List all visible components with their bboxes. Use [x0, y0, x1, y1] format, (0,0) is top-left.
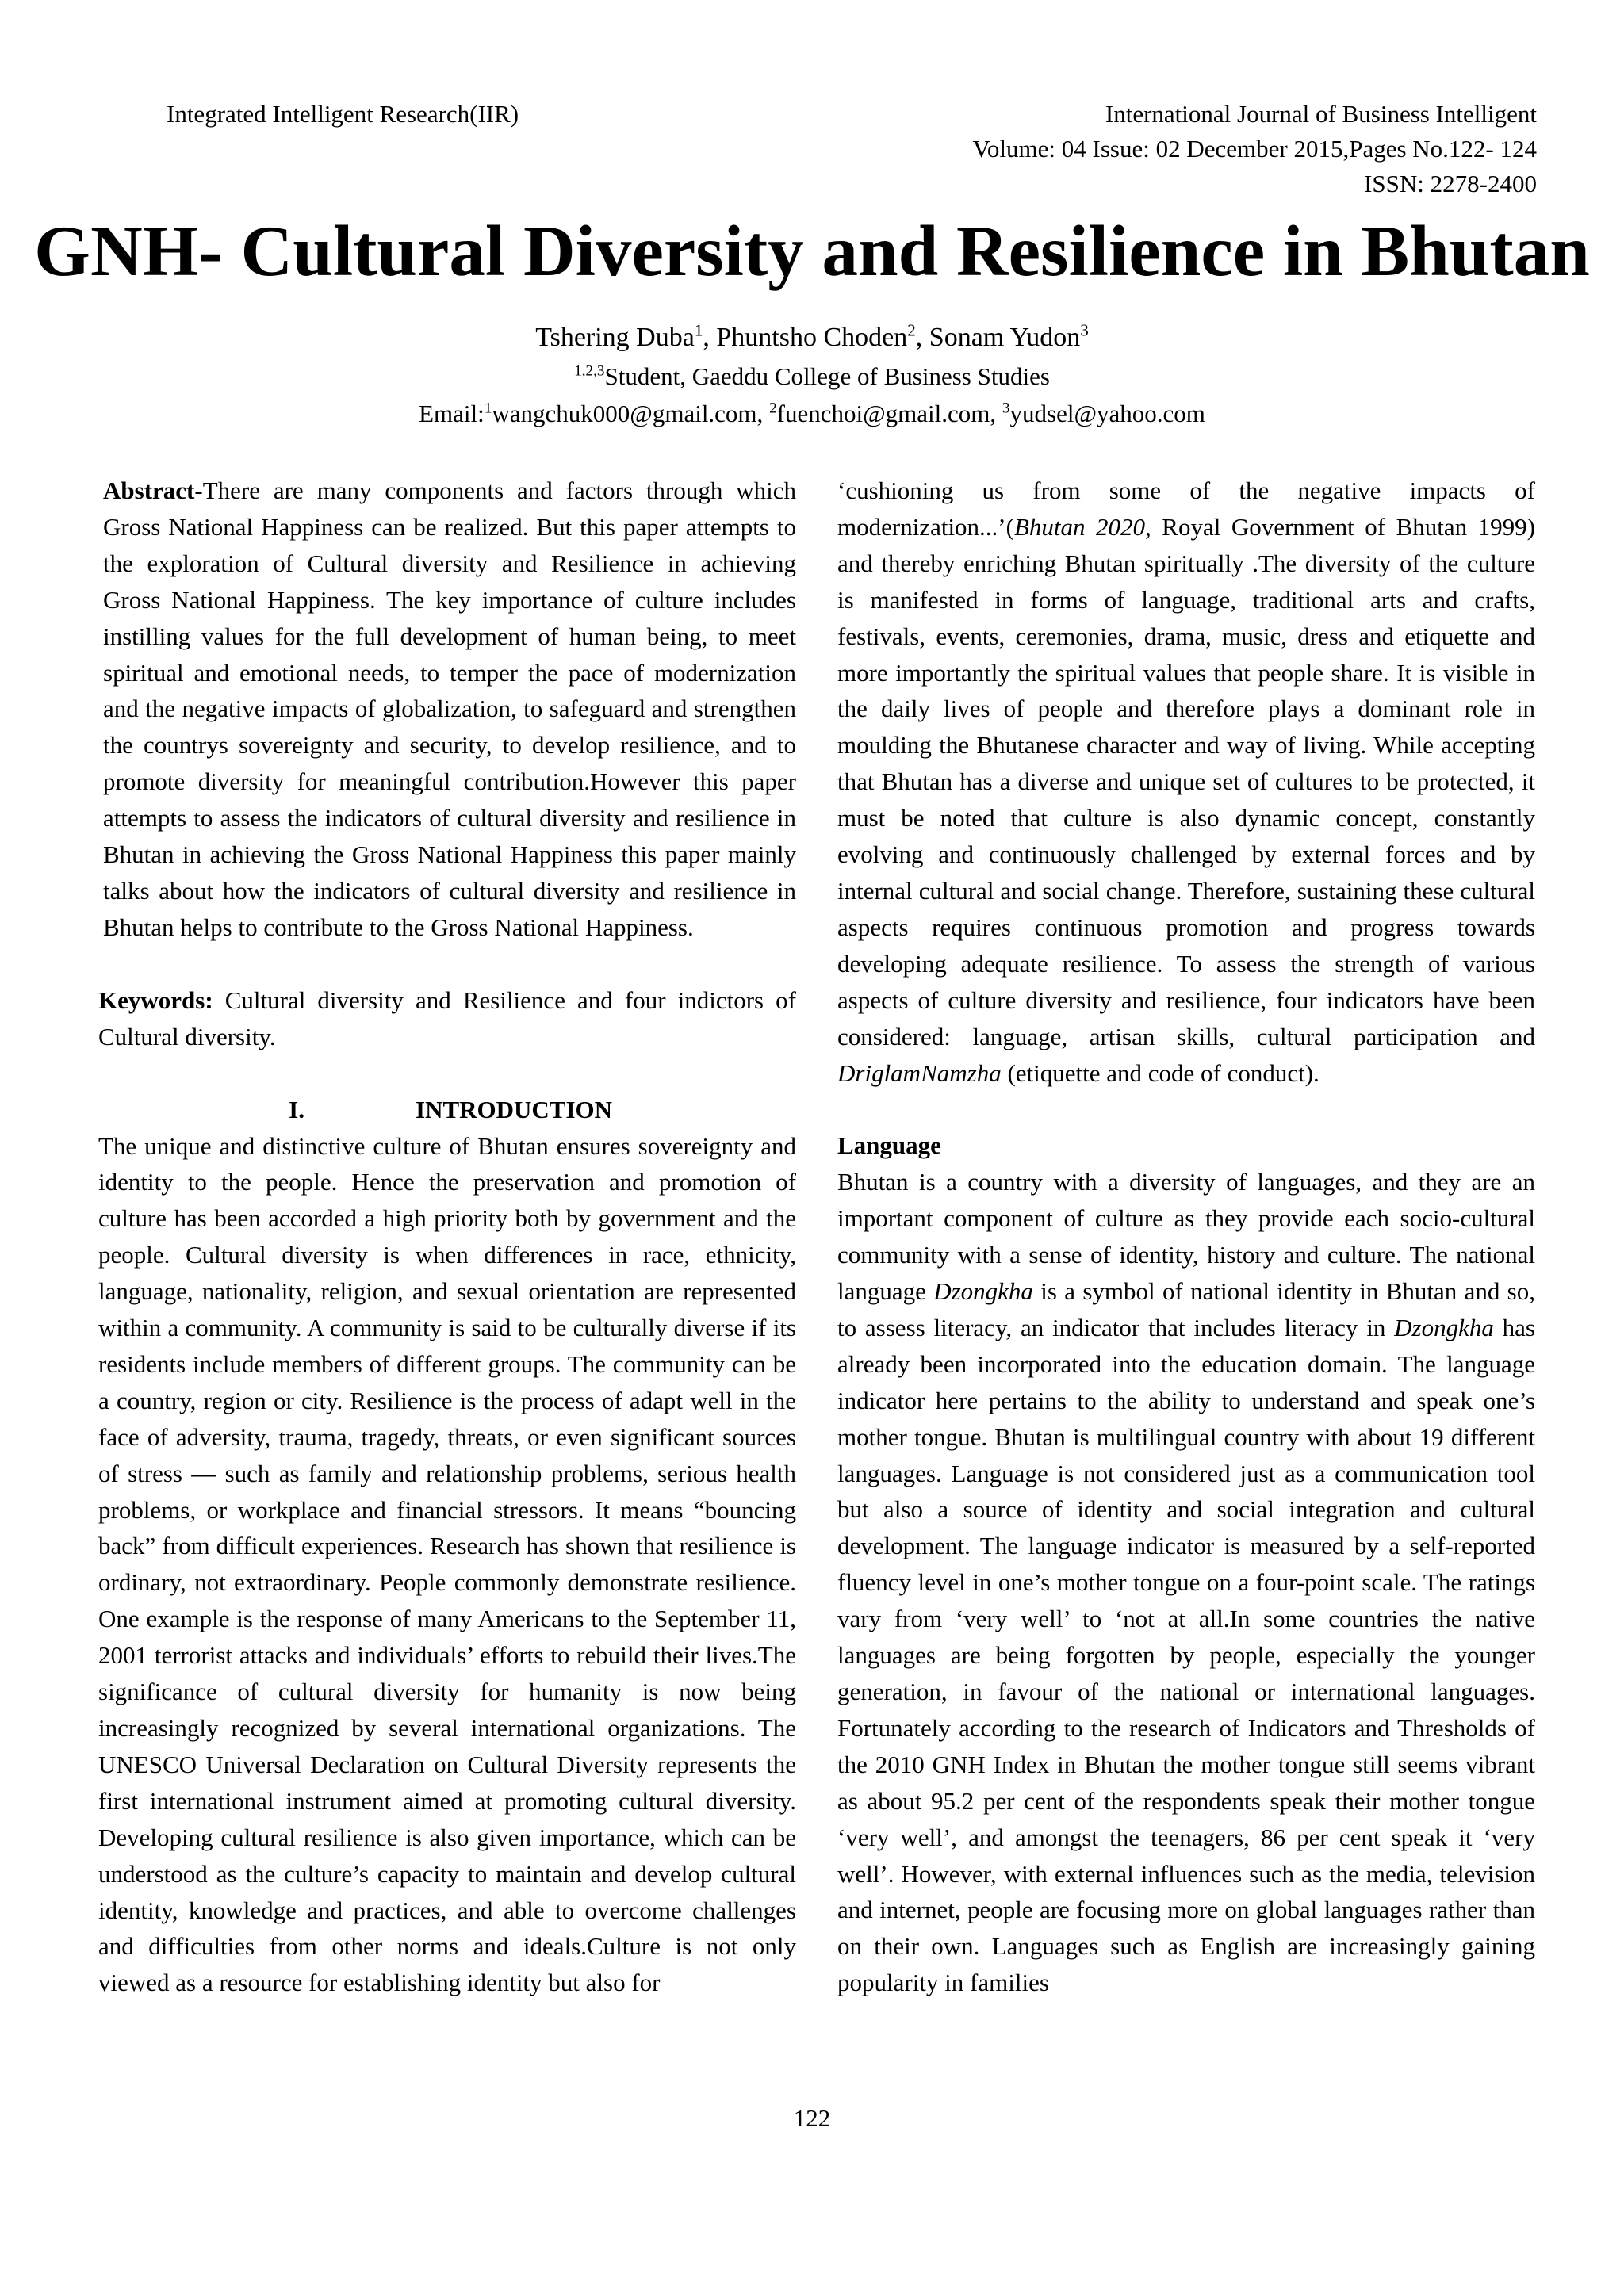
text-run: , Royal Government of Bhutan 1999) and thereby enriching Bhutan spiritually .The diversity of the culture is manifested in forms of language, traditional arts and crafts, festivals, events, ceremonies, drama, music, dress and etiquette and more importantly the spiritual values that people share. It is visible in the daily lives of people and therefore plays a dominant role in moulding the Bhutanese character and way of living. While accepting that Bhutan has a diverse and unique set of cultures to be protected, it must be noted that culture is also dynamic concept, constantly evolving and continuously challenged by external forces and by internal cultural and social change. Therefore, sustaining these cultural aspects requires continuous promotion and progress towards developing adequate resilience. To assess the strength of various aspects of culture diversity and resilience, four indicators have been considered: language, artisan skills, cultural participation and [837, 512, 1535, 1050]
text-run: is a symbol of national identity in Bhutan and so, to assess literacy, an indicator that includes literacy in [837, 1277, 1535, 1341]
email-sup: 3 [1002, 400, 1010, 417]
author-sup: 3 [1080, 320, 1089, 340]
volume-issue: Volume: 04 Issue: 02 December 2015,Pages No.122- 124 [972, 135, 1537, 163]
affiliation-sup: 1,2,3 [574, 362, 605, 380]
page-number: 122 [793, 2104, 831, 2132]
email-sup: 1 [484, 400, 492, 417]
author-name: Sonam Yudon [929, 323, 1081, 352]
introduction-text: The unique and distinctive culture of Bhutan ensures sovereignty and identity to the people. Hence the preservation and promotion of culture has been accorded a high priority both by government and the people. Cultural diversity is when differences in race, ethnicity, language, nationality, religion, and sexual orientation are represented within a community. A community is said to be culturally diverse if its residents include members of different groups. The community can be a country, region or city. Resilience is the process of adapt well in the face of adversity, trauma, tragedy, threats, or even significant sources of stress — such as family and relationship problems, serious health problems, or workplace and financial stressors. It means “bouncing back” from difficult experiences. Research has shown that resilience is ordinary, not extraordinary. People commonly demonstrate resilience. One example is the response of many Americans to the September 11, 2001 terrorist attacks and individuals’ efforts to rebuild their lives.The significance of cultural diversity for humanity is now being increasingly recognized by several international organizations. The UNESCO Universal Declaration on Cultural Diversity represents the first international instrument aimed at promoting cultural diversity. Developing cultural resilience is also given importance, which can be understood as the culture’s capacity to maintain and develop cultural identity, knowledge and practices, and able to overcome challenges and difficulties from other norms and ideals.Culture is not only viewed as a resource for establishing identity but also for [98, 1131, 796, 1997]
keywords-text: Cultural diversity and Resilience and four indictors of Cultural diversity. [98, 985, 796, 1050]
journal-header-left: Integrated Intelligent Research(IIR) [167, 100, 519, 128]
text-run: ‘cushioning us from some of the negative impacts of modernization...’( [837, 476, 1535, 541]
text-run-italic: Bhutan 2020 [1013, 512, 1146, 541]
email-label: Email: [419, 400, 485, 427]
text-run-italic: Dzongkha [1394, 1313, 1494, 1341]
right-column [837, 473, 1535, 2001]
section-number: I. [289, 1095, 304, 1123]
section-title: INTRODUCTION [416, 1095, 613, 1123]
paragraph-language [837, 1164, 1535, 2001]
author-separator: , [915, 323, 929, 352]
section-heading-introduction [98, 1092, 796, 1128]
email-sup: 2 [769, 400, 777, 417]
left-column [98, 473, 796, 2001]
affiliation-text: Student, Gaeddu College of Business Studies [604, 362, 1050, 390]
subsection-heading-language: Language [837, 1131, 941, 1160]
author-list [0, 319, 1624, 357]
keywords-label: Keywords: [98, 985, 213, 1014]
text-run: has already been incorporated into the education domain. The language indicator here pertains to the ability to understand and speak one’s mother tongue. Bhutan is multilingual country with about 19 different languages. Language is not considered just as a communication tool but also a source of identity and social integration and cultural development. The language indicator is measured by a self-reported fluency level in one’s mother tongue on a four-point scale. The ratings vary from ‘very well’ to ‘not at all.In some countries the native languages are being forgotten by people, especially the younger generation, in favour of the national or international languages. Fortunately according to the research of Indicators and Thresholds of the 2010 GNH Index in Bhutan the mother tongue still seems vibrant as about 95.2 per cent of the respondents speak their mother tongue ‘very well’, and amongst the teenagers, 86 per cent speak it ‘very well’. However, with external influences such as the media, television and internet, people are focusing more on global languages rather than on their own. Languages such as English are increasingly gaining popularity in families [837, 1313, 1535, 1997]
abstract [98, 473, 796, 946]
email-link[interactable]: yudsel@yahoo.com [1009, 400, 1205, 427]
journal-name: International Journal of Business Intelligent [1105, 100, 1537, 128]
text-run-italic: Dzongkha [933, 1277, 1033, 1306]
text-run: (etiquette and code of conduct). [1001, 1058, 1320, 1087]
abstract-label: Abstract- [103, 476, 203, 504]
affiliation [0, 359, 1624, 394]
paper-title: GNH- Cultural Diversity and Resilience in Bhutan [34, 211, 1590, 291]
email-link[interactable]: fuenchoi@gmail.com, [776, 400, 1002, 427]
author-sup: 2 [907, 320, 916, 340]
journal-header-right [973, 97, 1537, 201]
issn: ISSN: 2278-2400 [1364, 170, 1537, 197]
author-separator: , [703, 323, 717, 352]
keywords [98, 982, 796, 1055]
abstract-text: There are many components and factors through which Gross National Happiness can be realized. But this paper attempts to the exploration of Cultural diversity and Resilience in achieving Gross National Happiness. The key importance of culture includes instilling values for the full development of human being, to meet spiritual and emotional needs, to temper the pace of modernization and the negative impacts of globalization, to safeguard and strengthen the countrys sovereignty and security, to develop resilience, and to promote diversity for meaningful contribution.However this paper attempts to assess the indicators of cultural diversity and resilience in Bhutan in achieving the Gross National Happiness this paper mainly talks about how the indicators of cultural diversity and resilience in Bhutan helps to contribute to the Gross National Happiness. [103, 476, 796, 941]
email-link[interactable]: wangchuk000@gmail.com, [492, 400, 770, 427]
text-run: Bhutan is a country with a diversity of languages, and they are an important component of culture as they provide each socio-cultural community with a sense of identity, history and culture. The national language [837, 1168, 1535, 1306]
text-run-italic: DriglamNamzha [837, 1058, 1002, 1087]
paragraph-culture [837, 473, 1535, 1091]
email-line [0, 396, 1624, 431]
author-sup: 1 [694, 320, 703, 340]
author-name: Tshering Duba [535, 323, 695, 352]
author-name: Phuntsho Choden [716, 323, 908, 352]
